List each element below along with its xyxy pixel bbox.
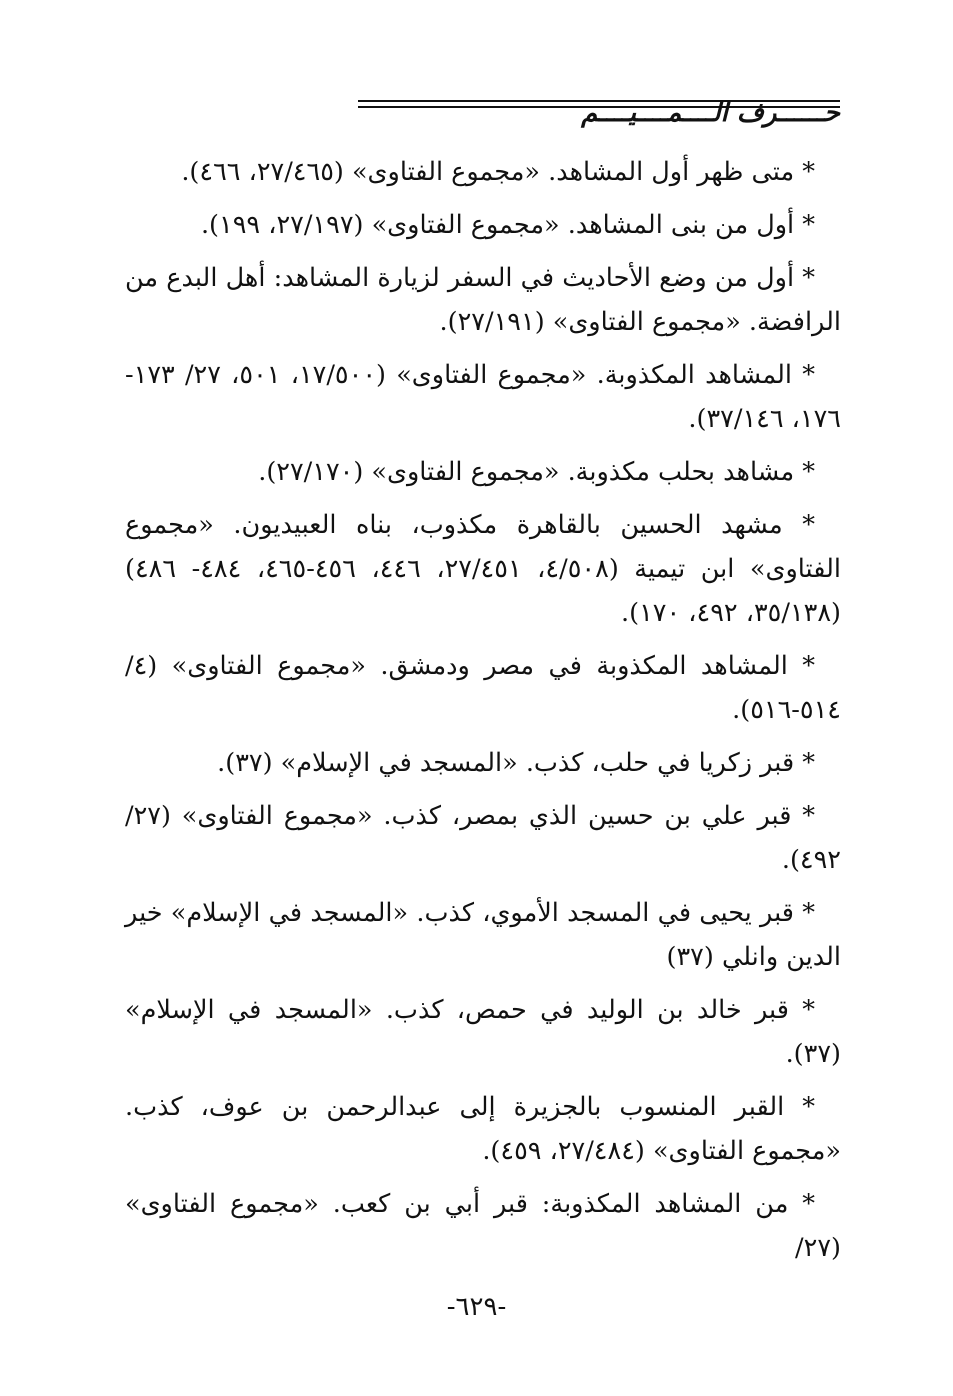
entry: * متى ظهر أول المشاهد. «مجموع الفتاوى» (٢٧/٤٦٥، ٤٦٦). [181,157,815,187]
entry: * أول من بنى المشاهد. «مجموع الفتاوى» (٢٧/١٩٧، ١٩٩). [200,210,815,240]
entry: * قبر زكريا في حلب، كذب. «المسجد في الإسلام» (٣٧). [217,748,815,778]
page-number: -٦٢٩- [446,1292,507,1322]
entry: * المشاهد المكذوبة في مصر ودمشق. «مجموع الفتاوى» (٤/ ٥١٤-٥١٦). [125,651,841,725]
entry: * مشاهد بحلب مكذوبة. «مجموع الفتاوى» (٢٧/١٧٠). [258,457,815,487]
entry: * مشهد الحسين بالقاهرة مكذوب، بناه العبيديون. «مجموع الفتاوى» ابن تيمية (٤/٥٠٨، ٢٧/٤٥١، ٤٤٦، ٤٥٦-٤٦٥، ٤٨٤- ٤٨٦) (٣٥/١٣٨، ٤٩٢، ١٧٠). [125,510,841,628]
header-title: حــــــرف الــــمــــيــــم [581,98,840,128]
entry: * المشاهد المكذوبة. «مجموع الفتاوى» (١٧/٥٠٠، ٥٠١، ٢٧/ ١٧٣- ١٧٦، ٣٧/١٤٦). [125,360,841,434]
entry: * من المشاهد المكذوبة: قبر أبي بن كعب. «مجموع الفتاوى» (٢٧/ [125,1189,841,1263]
entry: * قبر علي بن حسين الذي بمصر، كذب. «مجموع الفتاوى» (٢٧/ ٤٩٢). [125,801,841,875]
entries-list [125,150,841,1279]
entry: * قبر خالد بن الوليد في حمص، كذب. «المسجد في الإسلام» (٣٧). [125,995,841,1069]
entry: * قبر يحيى في المسجد الأموي، كذب. «المسجد في الإسلام» خير الدين وانلي (٣٧) [125,898,841,972]
running-header [118,96,840,136]
entry: * القبر المنسوب بالجزيرة إلى عبدالرحمن بن عوف، كذب. «مجموع الفتاوى» (٢٧/٤٨٤، ٤٥٩). [125,1092,841,1166]
entry: * أول من وضع الأحاديث في السفر لزيارة المشاهد: أهل البدع من الرافضة. «مجموع الفتاوى» (٢٧/١٩١). [125,263,841,337]
